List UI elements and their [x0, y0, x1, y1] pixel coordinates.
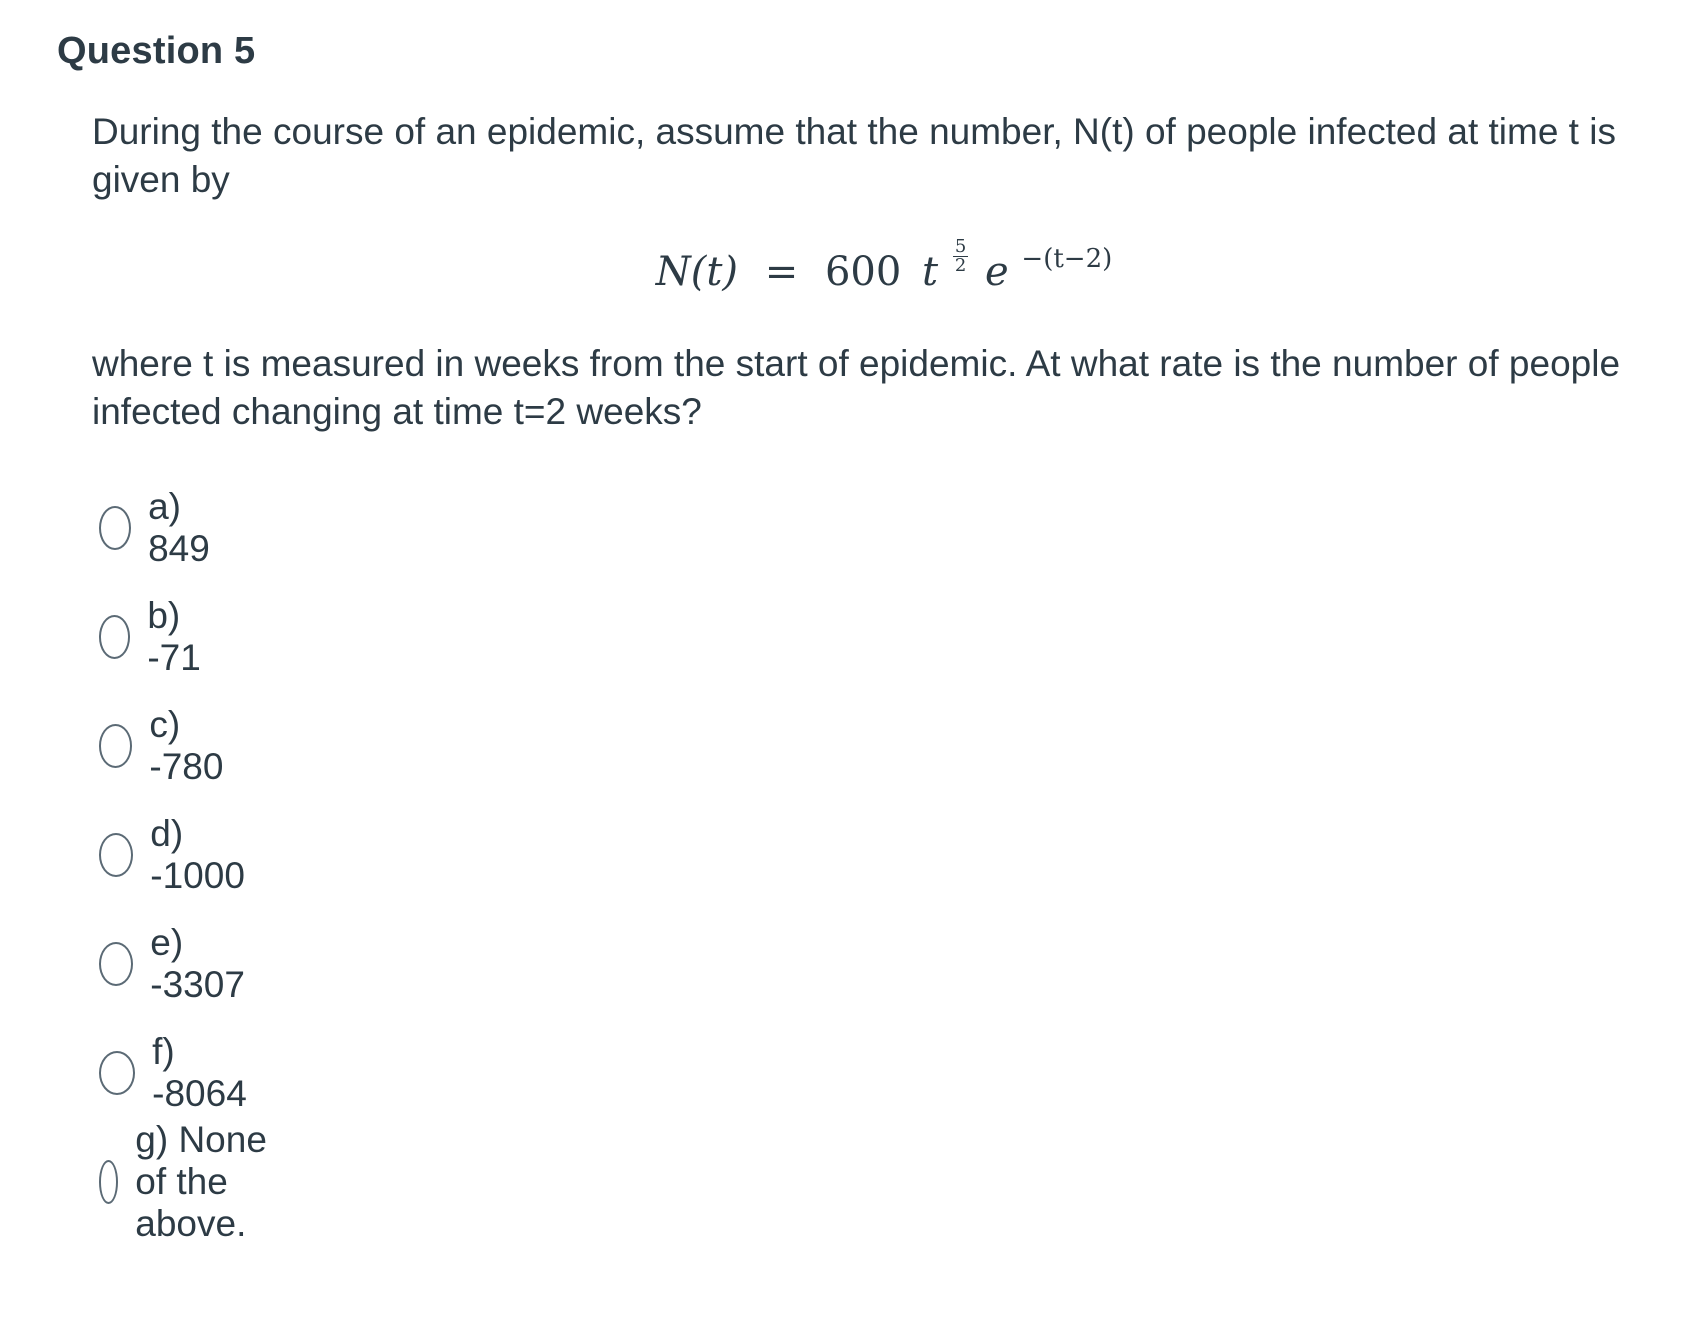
option-label: a) 849 [148, 486, 210, 569]
option-label: e) -3307 [150, 922, 245, 1005]
option-a[interactable] [99, 486, 222, 569]
question-title: Question 5 [57, 30, 256, 72]
formula-lhs: N(t) [655, 249, 739, 295]
option-d[interactable] [99, 813, 255, 896]
option-f[interactable] [99, 1031, 255, 1114]
option-e[interactable] [99, 922, 255, 1005]
question-text-intro: During the course of an epidemic, assume that the number, N(t) of people infected at time t is given by [92, 111, 1616, 200]
option-label: g) None of the above. [135, 1119, 267, 1244]
question-text-prompt: where t is measured in weeks from the start of epidemic. At what rate is the number of people infected changing at time t=2 weeks? [92, 343, 1621, 432]
option-g[interactable] [99, 1119, 271, 1244]
formula-exponent-fraction [953, 238, 968, 275]
option-label: f) -8064 [152, 1031, 247, 1114]
fraction-denominator: 2 [954, 255, 967, 276]
option-label: d) -1000 [150, 813, 245, 896]
formula [0, 238, 1708, 308]
formula-exponent: −(t−2) [1021, 244, 1113, 274]
formula-coefficient: 600 [824, 249, 902, 295]
formula-base: e [985, 249, 1009, 295]
radio-button[interactable] [99, 615, 130, 659]
radio-button[interactable] [99, 724, 132, 768]
formula-variable: t [922, 249, 939, 295]
radio-button[interactable] [99, 1051, 135, 1095]
option-c[interactable] [99, 704, 234, 787]
radio-button[interactable] [99, 833, 133, 877]
fraction-numerator: 5 [954, 236, 967, 257]
radio-button[interactable] [99, 942, 133, 986]
option-label: b) -71 [147, 595, 201, 678]
option-b[interactable] [99, 595, 213, 678]
formula-equals: = [764, 249, 799, 295]
radio-button[interactable] [99, 1160, 118, 1204]
option-label: c) -780 [149, 704, 224, 787]
radio-button[interactable] [99, 506, 131, 550]
